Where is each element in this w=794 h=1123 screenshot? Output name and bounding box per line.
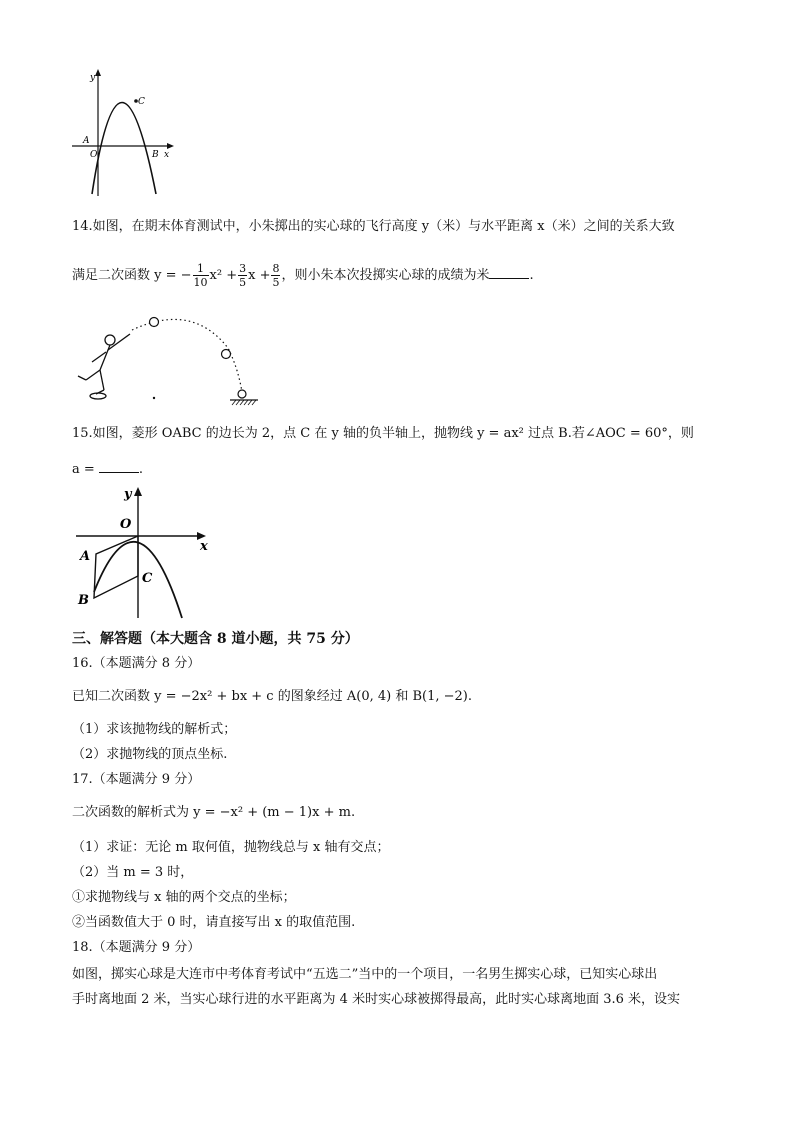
q17-part2: （2）当 m = 3 时，: [72, 865, 194, 880]
q15-answer-blank: [99, 460, 139, 473]
ground-hatching: [232, 400, 256, 405]
q18-line2: 手时离地面 2 米，当实心球行进的水平距离为 4 米时实心球被掷得最高，此时实心球离地面 3.6 米，设实: [72, 992, 681, 1007]
label-c: C: [142, 571, 153, 586]
figure-q13-parabola: [70, 66, 180, 198]
fraction-1-10: $\frac{1}{10}$: [193, 262, 208, 289]
label-c: C: [138, 97, 145, 107]
label-y: y: [90, 73, 96, 83]
q14-formula-mid2: x +: [248, 268, 271, 283]
figure-q14-shotput: [70, 312, 270, 408]
label-x: x: [164, 150, 170, 160]
q17-sub1: ①求抛物线与 x 轴的两个交点的坐标；: [72, 890, 296, 905]
q18-line1: 如图，掷实心球是大连市中考体育考试中“五选二”当中的一个项目，一名男生掷实心球，已知实心球出: [72, 967, 658, 982]
ball-3: [238, 390, 246, 398]
q17-sub2: ②当函数值大于 0 时，请直接写出 x 的取值范围.: [72, 915, 356, 930]
q14-formula-mid1: x² +: [209, 268, 238, 283]
q16-header: 16.（本题满分 8 分）: [72, 656, 201, 671]
label-o: O: [90, 150, 98, 160]
q16-part1: （1）求该抛物线的解析式；: [72, 722, 237, 737]
fraction-8-5: $\frac{8}{5}$: [272, 262, 280, 289]
q17-part1: （1）求证：无论 m 取何值，抛物线总与 x 轴有交点；: [72, 840, 390, 855]
label-y: y: [124, 487, 132, 502]
label-b: B: [78, 593, 89, 608]
q15-line1: 15.如图，菱形 OABC 的边长为 2，点 C 在 y 轴的负半轴上，抛物线 y = ax² 过点 B.若∠AOC = 60°，则: [72, 426, 694, 441]
q14-answer-blank: [489, 266, 529, 279]
q16-part2: （2）求抛物线的顶点坐标.: [72, 747, 228, 762]
q14-line1: 14.如图，在期末体育测试中，小朱掷出的实心球的飞行高度 y（米）与水平距离 x（米）之间的关系大致: [72, 219, 675, 234]
parabola-curve: [92, 103, 156, 195]
q14-formula-start: 满足二次函数 y = −: [72, 268, 192, 283]
q16-stem: 已知二次函数 y = −2x² + bx + c 的图象经过 A(0, 4) 和 B(1, −2).: [72, 689, 472, 704]
x-axis-arrow: [167, 143, 174, 149]
fraction-3-5: $\frac{3}{5}$: [239, 262, 247, 289]
figure-q15-rhombus: [72, 484, 222, 620]
label-b: B: [152, 150, 159, 160]
y-axis-arrow: [134, 487, 142, 496]
rhombus-oabc: [94, 536, 138, 598]
q15-line2: a = .: [72, 462, 144, 477]
q17-stem: 二次函数的解析式为 y = −x² + (m − 1)x + m.: [72, 805, 356, 820]
q18-header: 18.（本题满分 9 分）: [72, 940, 201, 955]
label-a: A: [80, 549, 91, 564]
dot-mark: [153, 397, 155, 399]
label-x: x: [200, 539, 208, 554]
q14-line2: 满足二次函数 y = − $\frac{1}{10}$ x² + $\frac{3}{5}$ x + $\frac{8}{5}$ ，则小朱本次投掷实心球的成绩为米 .: [72, 262, 534, 289]
section-3-title: 三、解答题（本大题含 8 道小题，共 75 分）: [72, 631, 359, 647]
y-axis-arrow: [95, 69, 101, 76]
label-a: A: [83, 136, 90, 146]
q14-formula-end: ，则小朱本次投掷实心球的成绩为米: [281, 268, 490, 283]
ball-2: [222, 350, 231, 359]
ball-1: [150, 318, 159, 327]
thrower-figure: [78, 334, 130, 399]
q15-a-equals: a =: [72, 462, 95, 477]
label-o: O: [120, 517, 132, 532]
q17-header: 17.（本题满分 9 分）: [72, 772, 201, 787]
